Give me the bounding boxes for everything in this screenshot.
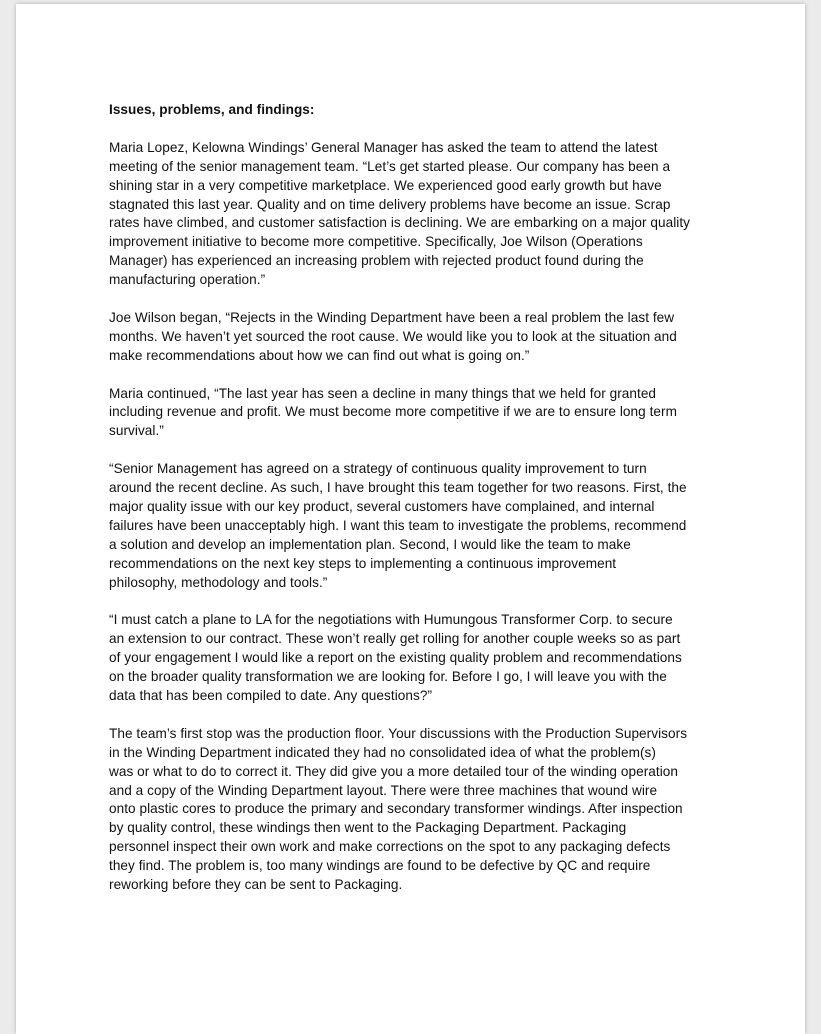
text-line: survival.” (109, 423, 164, 439)
paragraph-plane-to-la (109, 611, 721, 706)
text-line: including revenue and profit. We must become more competitive if we are to ensure long term (109, 404, 677, 420)
paragraph-maria-continued (109, 385, 721, 442)
text-line: philosophy, methodology and tools.” (109, 574, 328, 590)
section-heading: Issues, problems, and findings: (109, 102, 315, 117)
text-line: manufacturing operation.” (109, 272, 266, 288)
text-line: “Senior Management has agreed on a strategy of continuous quality improvement to turn (109, 461, 647, 477)
paragraph-intro (109, 139, 721, 290)
text-line: make recommendations about how we can find out what is going on.” (109, 347, 530, 363)
text-line: improvement initiative to become more competitive. Specifically, Joe Wilson (Operations (109, 234, 643, 250)
text-line: a solution and develop an implementation plan. Second, I would like the team to make (109, 536, 631, 552)
text-line: they find. The problem is, too many windings are found to be defective by QC and require (109, 858, 651, 874)
text-line: reworking before they can be sent to Packaging. (109, 877, 403, 893)
text-line: by quality control, these windings then went to the Packaging Department. Packaging (109, 820, 627, 836)
text-line: The team’s first stop was the production floor. Your discussions with the Production Supervisors (109, 725, 688, 741)
document-body (109, 101, 721, 914)
text-line: in the Winding Department indicated they had no consolidated idea of what the problem(s) (109, 744, 656, 760)
text-line: of your engagement I would like a report on the existing quality problem and recommendations (109, 650, 682, 666)
text-line: failures have been unacceptably high. I want this team to investigate the problems, recommend (109, 517, 687, 533)
text-line: shining star in a very competitive marketplace. We experienced good early growth but have (109, 177, 662, 193)
paragraph-joe-wilson (109, 309, 721, 366)
text-line: Maria continued, “The last year has seen a decline in many things that we held for granted (109, 385, 657, 401)
text-line: “I must catch a plane to LA for the negotiations with Humungous Transformer Corp. to secure (109, 612, 673, 628)
text-line: Manager) has experienced an increasing problem with rejected product found during the (109, 253, 644, 269)
text-line: rates have climbed, and customer satisfaction is declining. We are embarking on a major quality (109, 215, 691, 231)
text-line: on the broader quality transformation we are looking for. Before I go, I will leave you with the (109, 669, 667, 685)
text-line: major quality issue with our key product, several customers have complained, and internal (109, 498, 655, 514)
text-line: months. We haven’t yet sourced the root cause. We would like you to look at the situation and (109, 328, 677, 344)
text-line: was or what to do to correct it. They did give you a more detailed tour of the winding operation (109, 763, 679, 779)
text-line: meeting of the senior management team. “Let’s get started please. Our company has been a (109, 158, 671, 174)
text-line: personnel inspect their own work and make corrections on the spot to any packaging defects (109, 839, 671, 855)
text-line: and a copy of the Winding Department layout. There were three machines that wound wire (109, 782, 658, 798)
text-line: an extension to our contract. These won’t really get rolling for another couple weeks so as part (109, 631, 681, 647)
document-page (16, 4, 805, 1034)
paragraph-production-floor (109, 725, 721, 895)
text-line: stagnated this last year. Quality and on time delivery problems have become an issue. Scrap (109, 196, 671, 212)
text-line: onto plastic cores to produce the primary and secondary transformer windings. After inspection (109, 801, 683, 817)
text-line: recommendations on the next key steps to implementing a continuous improvement (109, 555, 617, 571)
text-line: Joe Wilson began, “Rejects in the Winding Department have been a real problem the last few (109, 309, 675, 325)
text-line: data that has been compiled to date. Any questions?” (109, 688, 433, 704)
text-line: Maria Lopez, Kelowna Windings’ General Manager has asked the team to attend the latest (109, 139, 658, 155)
text-line: around the recent decline. As such, I have brought this team together for two reasons. First, the (109, 480, 687, 496)
paragraph-senior-management (109, 460, 721, 592)
